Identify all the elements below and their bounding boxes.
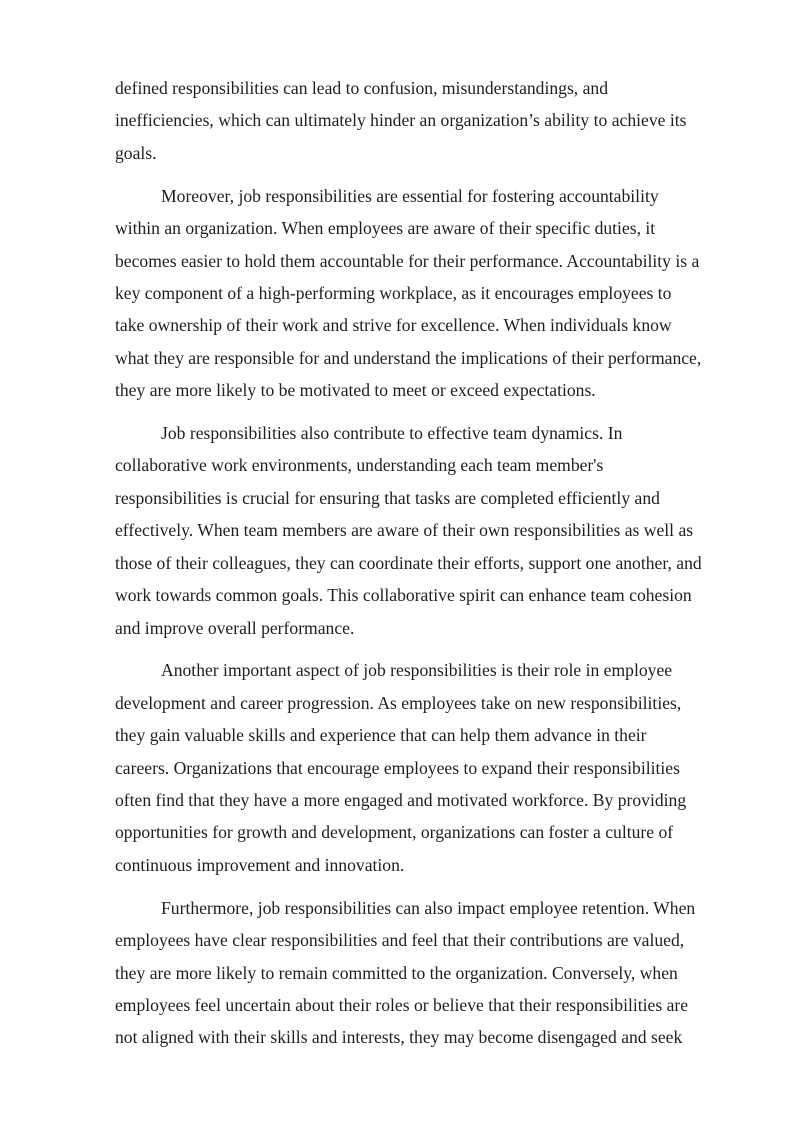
text-line: Another important aspect of job responsibilities is their role in employee [161,660,673,681]
text-line: inefficiencies, which can ultimately hinder an organization’s ability to achieve its [115,110,687,131]
text-line: Job responsibilities also contribute to effective team dynamics. In [161,423,623,444]
text-line: they are more likely to remain committed to the organization. Conversely, when [115,962,678,983]
text-line: and improve overall performance. [115,617,355,638]
text-line: goals. [115,142,157,163]
text-line: Furthermore, job responsibilities can also impact employee retention. When [161,897,696,918]
text-line: within an organization. When employees are aware of their specific duties, it [115,218,656,239]
text-line: work towards common goals. This collaborative spirit can enhance team cohesion [115,585,692,606]
paragraph [115,654,749,881]
text-line: continuous improvement and innovation. [115,854,405,875]
text-line: opportunities for growth and development, organizations can foster a culture of [115,822,674,843]
paragraph [115,180,749,407]
text-line: they are more likely to be motivated to meet or exceed expectations. [115,380,596,401]
text-line: what they are responsible for and understand the implications of their performance, [115,347,702,368]
paragraph [115,72,749,169]
text-line: those of their colleagues, they can coordinate their efforts, support one another, and [115,552,702,573]
paragraph [115,417,749,644]
text-line: not aligned with their skills and interests, they may become disengaged and seek [115,1027,683,1048]
text-line: becomes easier to hold them accountable for their performance. Accountability is a [115,250,700,271]
paragraph [115,892,749,1054]
text-line: Moreover, job responsibilities are essential for fostering accountability [161,185,659,206]
text-line: often find that they have a more engaged and motivated workforce. By providing [115,790,687,811]
document-body [115,72,749,1064]
text-line: employees feel uncertain about their roles or believe that their responsibilities are [115,994,689,1015]
text-line: employees have clear responsibilities and feel that their contributions are valued, [115,930,685,951]
text-line: careers. Organizations that encourage employees to expand their responsibilities [115,757,680,778]
text-line: defined responsibilities can lead to confusion, misunderstandings, and [115,78,609,98]
text-line: responsibilities is crucial for ensuring that tasks are completed efficiently and [115,487,660,508]
text-line: take ownership of their work and strive for excellence. When individuals know [115,315,672,336]
text-line: they gain valuable skills and experience that can help them advance in their [115,725,647,746]
text-line: key component of a high-performing workplace, as it encourages employees to [115,282,672,303]
text-line: collaborative work environments, understanding each team member's [115,455,604,476]
text-line: effectively. When team members are aware of their own responsibilities as well as [115,520,694,541]
text-line: development and career progression. As employees take on new responsibilities, [115,692,682,713]
